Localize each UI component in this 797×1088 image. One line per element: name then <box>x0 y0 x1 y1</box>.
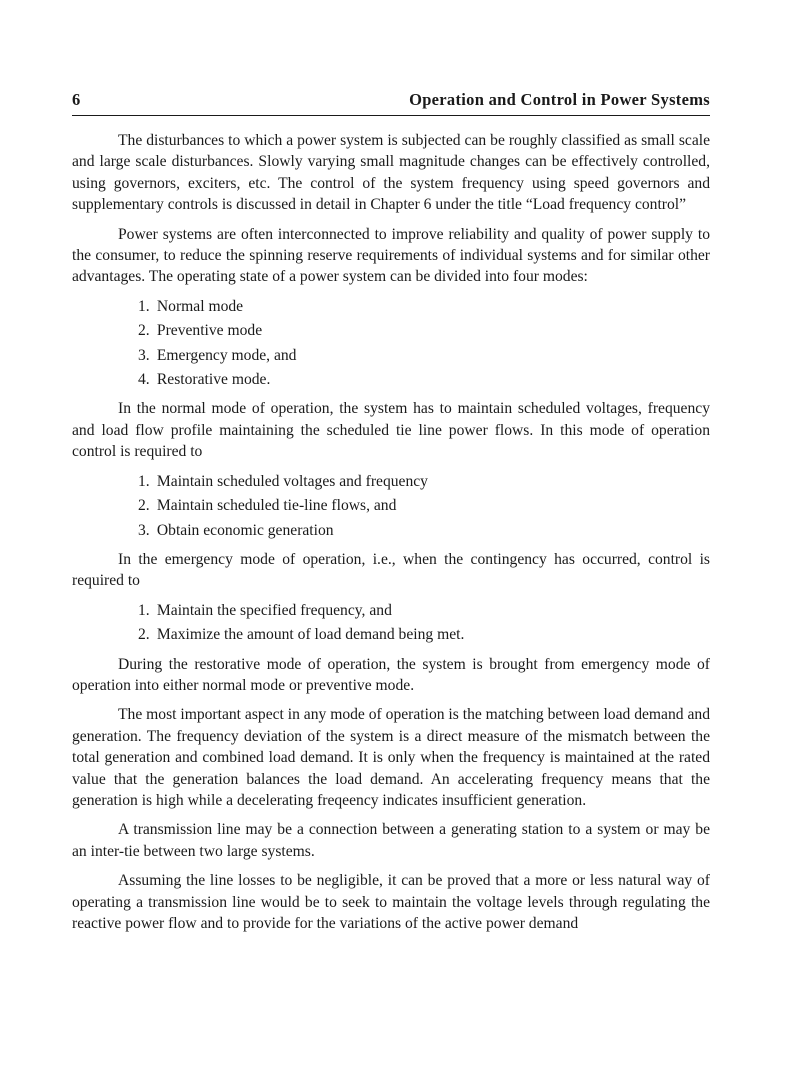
list-item: 2. Maximize the amount of load demand being met. <box>138 626 465 644</box>
page-header <box>72 90 710 116</box>
list-item: 1. Maintain scheduled voltages and frequency <box>138 472 428 490</box>
paragraph-restorative-mode: During the restorative mode of operation, the system is brought from emergency mode of operation into either normal mode or preventive mode. <box>72 655 710 694</box>
paragraph-interconnection: Power systems are often interconnected to improve reliability and quality of power supply to the consumer, to reduce the spinning reserve requirements of individual systems and for similar other advantages. The operating state of a power system can be divided into four modes: <box>72 225 710 286</box>
list-item: 1. Normal mode <box>138 297 244 315</box>
emergency-mode-control-list <box>72 600 710 646</box>
list-item: 3. Emergency mode, and <box>138 346 297 364</box>
operating-modes-list <box>72 296 710 391</box>
normal-mode-control-list <box>72 471 710 541</box>
list-item: 2. Maintain scheduled tie-line flows, and <box>138 497 397 515</box>
book-page <box>72 90 710 942</box>
paragraph-normal-mode: In the normal mode of operation, the system has to maintain scheduled voltages, frequency and load flow profile maintaining the scheduled tie line power flows. In this mode of operation control is required to <box>72 400 710 461</box>
list-item: 2. Preventive mode <box>138 322 263 340</box>
page-number: 6 <box>72 90 81 109</box>
paragraph-emergency-mode: In the emergency mode of operation, i.e., when the contingency has occurred, control is required to <box>72 550 710 590</box>
list-item: 4. Restorative mode. <box>138 371 271 389</box>
paragraph-line-losses: Assuming the line losses to be negligible, it can be proved that a more or less natural way of operating a transmission line would be to seek to maintain the voltage levels through regulating the reactive power flow and to provide for the variations of the active power demand <box>72 872 710 932</box>
page-body <box>72 130 710 934</box>
paragraph-disturbances: The disturbances to which a power system is subjected can be roughly classified as small scale and large scale disturbances. Slowly varying small magnitude changes can be effectively controlled, using governors, exciters, etc. The control of the system frequency using speed governors and supplementary controls is discussed in detail in Chapter 6 under the title “Load frequency control” <box>72 132 710 214</box>
running-title: Operation and Control in Power Systems <box>409 90 710 109</box>
paragraph-transmission-line: A transmission line may be a connection between a generating station to a system or may be an inter-tie between two large systems. <box>72 821 710 860</box>
list-item: 1. Maintain the specified frequency, and <box>138 601 392 619</box>
paragraph-load-generation-matching: The most important aspect in any mode of operation is the matching between load demand and generation. The frequency deviation of the system is a direct measure of the mismatch between the total generation and combined load demand. It is only when the frequency is maintained at the rated value that the generation balances the load demand. An accelerating frequency means that the generation is high while a decelerating freqeency indicates insufficient generation. <box>72 706 710 809</box>
list-item: 3. Obtain economic generation <box>138 521 334 539</box>
